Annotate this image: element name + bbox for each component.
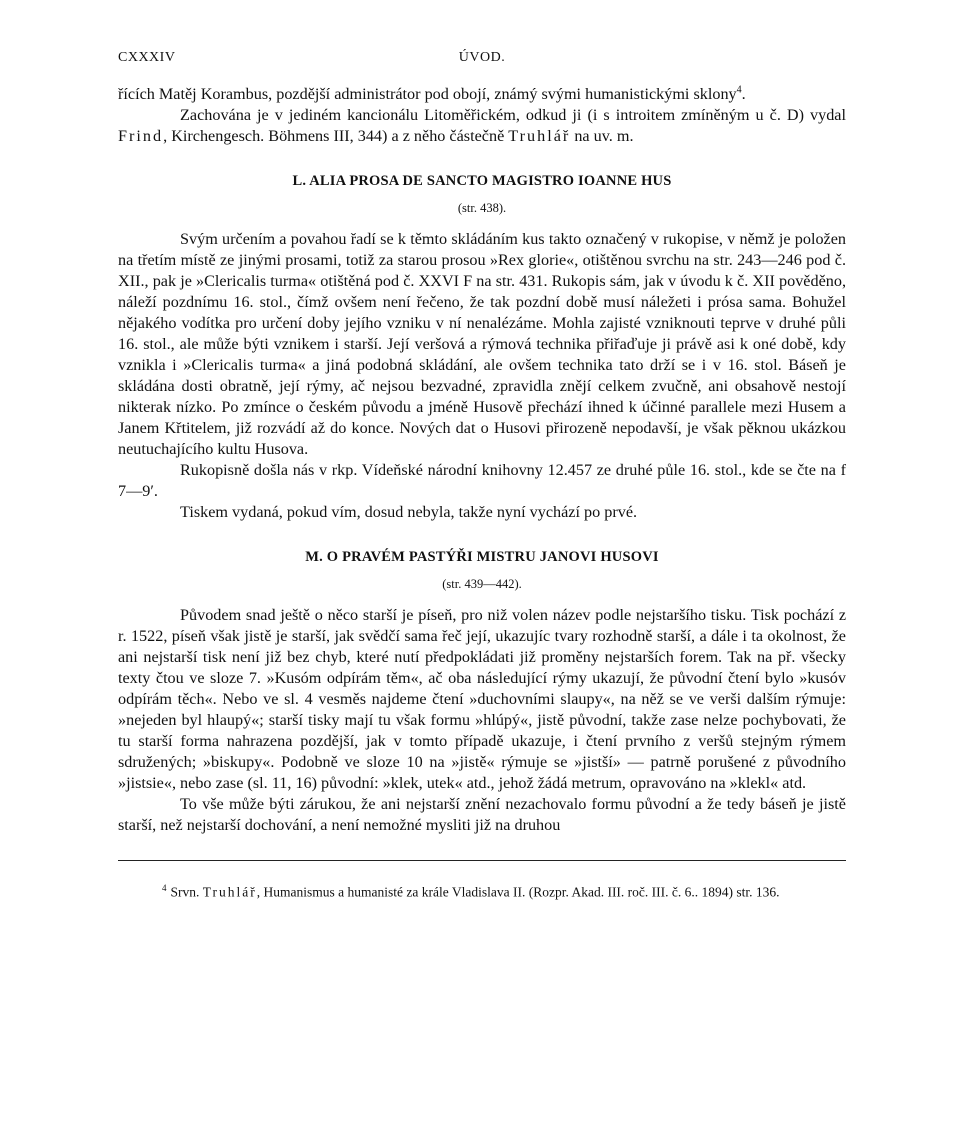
page-number: CXXXIV: [118, 50, 176, 65]
section-l-paragraph-1: Svým určením a povahou řadí se k těmto skládáním kus takto označený v rukopise, v němž je položen na třetím místě ze jinými prosami, totiž za starou prosou »Rex glorie«, otištěnou svrchu na str. 243—246 pod č. XII., pak je »Clericalis turma« otištěná pod č. XXVI F na str. 431. Rukopis sám, jak v úvodu k č. XII pověděno, náleží pozdnímu 16. stol., čímž ovšem není řečeno, že tak pozdní době musí náležeti i prósa sama. Bohužel nějakého vodítka pro určení doby jejího vzniku v ní nenalézáme. Mohla zajisté vzniknouti teprve v druhé půli 16. stol., ale může býti vznikem i starší. Její veršová a rýmová technika přiřaďuje ji právě asi k oné době, kdy vznikla i »Clericalis turma« a jiná podobná skládání, ale ovšem technika tato drží se i v 16. stol. Báseň je skládána dosti obratně, její rýmy, ač nejsou bezvadné, zpravidla znějí celkem zvučně, ani obsahově nestojí nikterak nízko. Po zmínce o českém původu a jméně Husově přechází ihned k účinné parallele mezi Husem a Janem Křtitelem, již rozvádí až do konce. Nových dat o Husovi přirozeně nepodavší, je však pěknou ukázkou neutuchajícího kultu Husova.: [118, 230, 846, 458]
footnote-text-b: , Humanismus a humanisté za krále Vladislava II. (Rozpr. Akad. III. roč. III. č. 6.. 1894) str. 136.: [256, 884, 780, 900]
main-text: [118, 84, 846, 836]
section-m-paragraph-1: Původem snad ještě o něco starší je píseň, pro niž volen název podle nejstaršího tisku. Tisk pochází z r. 1522, píseň však jistě je starší, jak svědčí sama řeč její, ukazujíc tvary rozhodně starší, a dále i ta okolnost, že ani nejstarší tisk není již bez chyb, které nutí předpokládati již proměny nejstarších forem. Tak na př. všecky texty čtou ve sloze 7. »Kusóm odpírám těm«, ač oba následující rýmy ukazují, že původní čtení bylo »kusóv odpírám těch«. Nebo ve sl. 4 vesměs najdeme čtení »duchovními slaupy«, na něž se ve verši dalším rýmuje: »nejeden byl hlaupý«; starší tisky mají tu však formu »hlúpý«, jistě původní, takže zase nelze pochybovati, že tu starší forma nahrazena pozdější, jak v tomto případě ukazuje, i čtení prvního z veršů stejným rýmem sdružených; »biskupy«. Podobně ve sloze 10 na »jistě« rýmuje se »jistší» — patrně porušené z původního »jistsie«, nebo zase (sl. 11, 16) původní: »klek, utek« atd., jehož žádá metrum, opravováno na »klekl« atd.: [118, 606, 846, 792]
intro-text-2a: Zachována je v jediném kancionálu Litoměřickém, odkud ji (i s introitem zmíněným u č. D) vydal: [180, 106, 846, 124]
section-page-ref-m: (str. 439—442).: [442, 577, 522, 591]
intro-text-1: řících Matěj Korambus, pozdější administrátor pod obojí, známý svými humanistickými sklony: [118, 85, 737, 103]
running-title: ÚVOD.: [458, 50, 506, 65]
footnote-reference: 4: [736, 84, 742, 96]
section-heading-m: M. O PRAVÉM PASTÝŘI MISTRU JANOVI HUSOVI: [305, 549, 659, 565]
intro-text-1-end: .: [741, 85, 746, 103]
section-l-paragraph-2: Rukopisně došla nás v rkp. Vídeňské národní knihovny 12.457 ze druhé půle 16. stol., kde se čte na f 7—9′.: [118, 461, 846, 500]
intro-paragraph-1: [118, 84, 846, 105]
footnote-author-name: Truhlář: [202, 884, 257, 900]
footnote-divider: [118, 860, 846, 861]
running-head: [118, 40, 846, 64]
intro-text-2c: na uv. m.: [570, 127, 634, 145]
section-l-paragraph-3: Tiskem vydaná, pokud vím, dosud nebyla, takže nyní vychází po prvé.: [180, 503, 638, 521]
intro-paragraph-2: [118, 105, 846, 147]
author-name-truhlar: Truhlář: [508, 127, 571, 145]
author-name-frind: Frind: [118, 127, 164, 145]
section-m-paragraph-2: To vše může býti zárukou, že ani nejstarší znění nezachovalo formu původní a že tedy báseň je jistě starší, než nejstarší dochování, a není nemožné mysliti již na druhou: [118, 795, 846, 834]
section-page-ref-l: (str. 438).: [457, 201, 507, 215]
document-page: [118, 40, 846, 902]
section-heading-l: L. ALIA PROSA DE SANCTO MAGISTRO IOANNE HUS: [292, 173, 672, 189]
footnote-mark: 4: [162, 883, 167, 893]
footnote: [118, 879, 846, 902]
intro-text-2b: , Kirchengesch. Böhmens III, 344) a z něho částečně: [163, 127, 509, 145]
footnote-text-a: Srvn.: [170, 884, 203, 900]
